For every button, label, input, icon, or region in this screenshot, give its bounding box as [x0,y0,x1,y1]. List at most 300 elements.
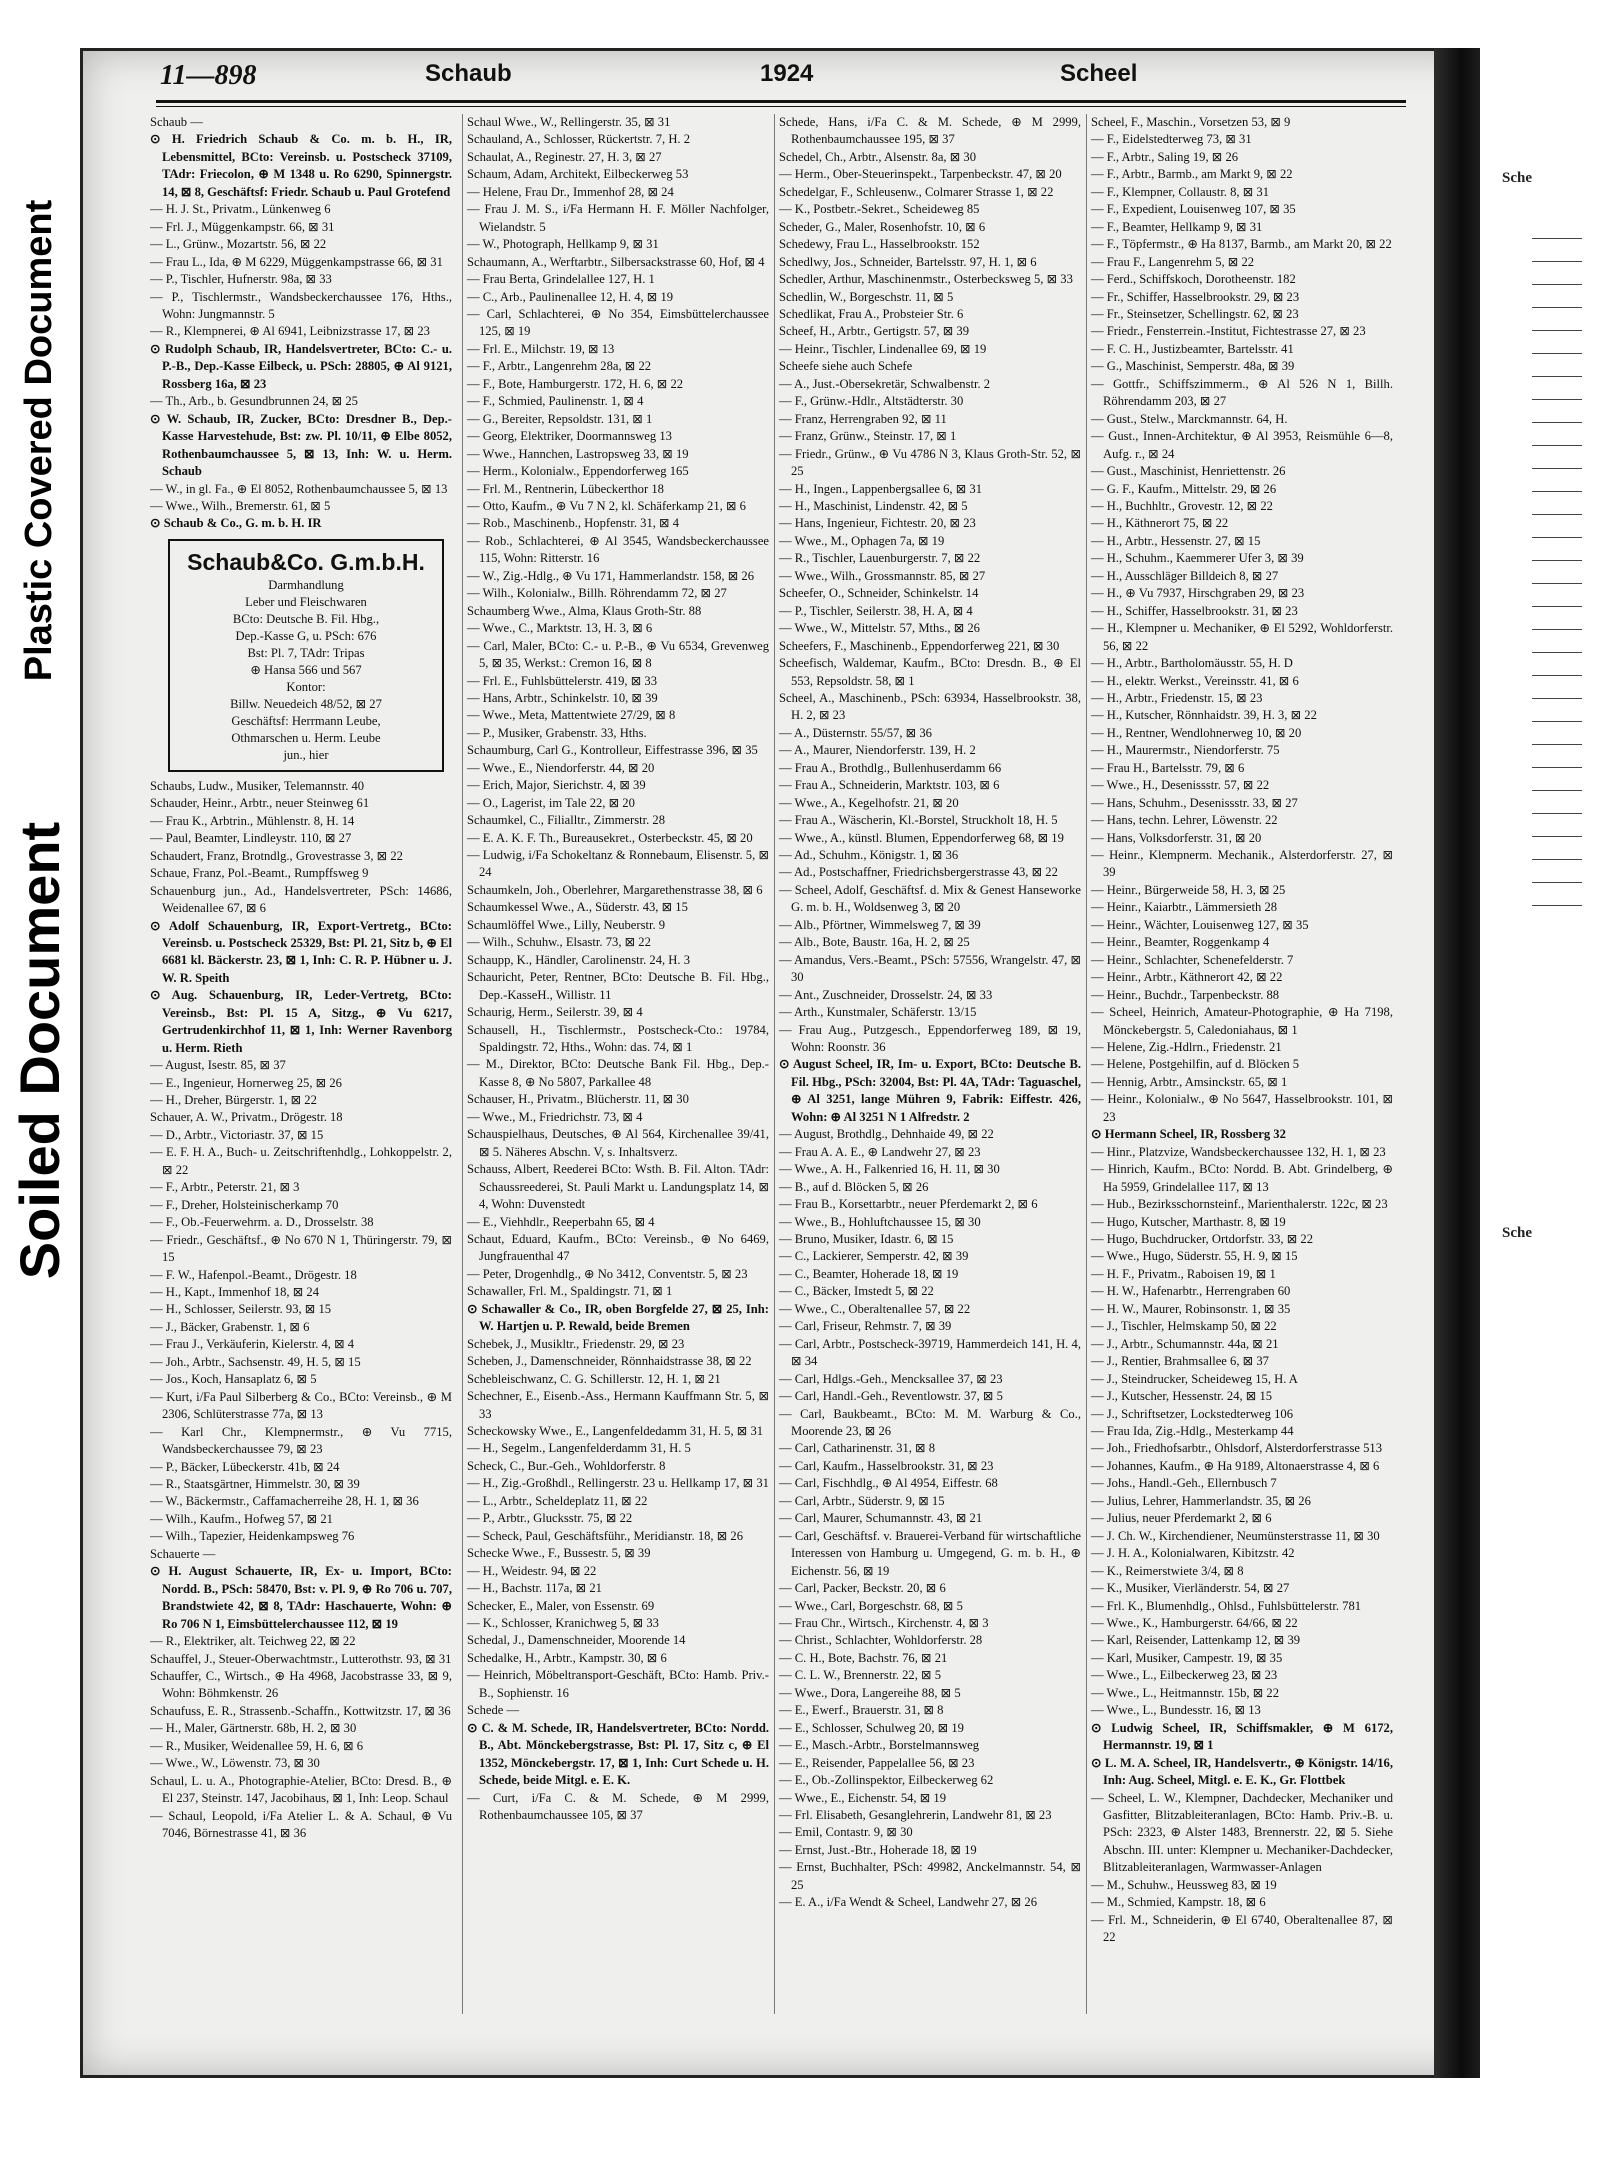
directory-entry: — Friedr., Geschäftsf., ⊕ No 670 N 1, Thüringerstr. 79, ⊠ 15 [150,1232,452,1265]
directory-entry: Schaulat, A., Reginestr. 27, H. 3, ⊠ 27 [467,149,662,164]
directory-entry: Scheefer, O., Schneider, Schinkelstr. 14 [779,586,979,601]
directory-entry: Schedel, Ch., Arbtr., Alsenstr. 8a, ⊠ 30 [779,149,976,164]
directory-entry: Schawaller, Frl. M., Spaldingstr. 71, ⊠ 1 [467,1284,673,1299]
directory-entry: Schaurig, Herm., Seilerstr. 39, ⊠ 4 [467,1005,643,1020]
directory-entry: — Frau A., Schneiderin, Marktstr. 103, ⊠ 6 [779,778,1000,793]
directory-entry: — L., Grünw., Mozartstr. 56, ⊠ 22 [150,237,327,252]
directory-entry: — Frau Aug., Putzgesch., Eppendorferweg 189, ⊠ 19, Wohn: Roonstr. 36 [779,1022,1081,1055]
directory-entry: — Karl, Reisender, Lattenkamp 12, ⊠ 39 [1091,1633,1301,1648]
directory-entry: — Ernst, Buchhalter, PSch: 49982, Anckelmannstr. 54, ⊠ 25 [779,1860,1081,1892]
directory-entry: — F. W., Hafenpol.-Beamt., Drögestr. 18 [150,1267,357,1282]
directory-entry: — Emil, Contastr. 9, ⊠ 30 [779,1825,913,1840]
directory-entry: — Joh., Arbtr., Sachsenstr. 49, H. 5, ⊠ 15 [150,1354,361,1369]
directory-entry: ⊙ C. & M. Schede, IR, Handelsvertreter, BCto: Nordd. B., Abt. Mönckebergstrasse, Bst: Pl. 17, Sitz c, ⊕ El 1352, Mönckebergstr. 17, ⊠ 1, Inh: Curt Schede u. H. Schede, beide Mitgl. e. E. K. [467,1720,769,1788]
column-1 [150,114,452,2014]
directory-entry: — H. W., Hafenarbtr., Herrengraben 60 [1091,1284,1291,1299]
directory-entry: — Carl, Maurer, Schumannstr. 43, ⊠ 21 [779,1511,983,1526]
directory-entry: — Heinr., Wächter, Louisenweg 127, ⊠ 35 [1091,917,1309,932]
directory-entry: — E., Ingenieur, Hornerweg 25, ⊠ 26 [150,1075,342,1090]
directory-entry: — H., Ausschläger Billdeich 8, ⊠ 27 [1091,568,1279,583]
directory-entry: — H., elektr. Werkst., Vereinsstr. 41, ⊠ 6 [1091,673,1299,688]
directory-entry: — H., Schiffer, Hasselbrookstr. 31, ⊠ 23 [1091,603,1298,618]
advertisement-box [168,539,444,772]
directory-entry: — Frl. Elisabeth, Gesanglehrerin, Landwehr 81, ⊠ 23 [779,1807,1052,1822]
directory-entry: — Th., Arb., b. Gesundbrunnen 24, ⊠ 25 [150,394,358,409]
directory-entry: Schauspielhaus, Deutsches, ⊕ Al 564, Kirchenallee 39/41, ⊠ 5. Näheres Abschn. V, s. Inhaltsverz. [467,1127,769,1159]
directory-entry: — Wwe., Meta, Mattentwiete 27/29, ⊠ 8 [467,708,676,723]
directory-entry: — C., Bäcker, Imstedt 5, ⊠ 22 [779,1284,934,1299]
directory-entry: — Wwe., L., Bundesstr. 16, ⊠ 13 [1091,1703,1261,1718]
directory-entry: — H., Maler, Gärtnerstr. 68b, H. 2, ⊠ 30 [150,1721,357,1736]
directory-entry: — H., Arbtr., Friedenstr. 15, ⊠ 23 [1091,690,1263,705]
directory-entry: — Georg, Elektriker, Doormannsweg 13 [467,429,672,444]
directory-entry: — H. W., Maurer, Robinsonstr. 1, ⊠ 35 [1091,1301,1291,1316]
directory-entry: — Alb., Pförtner, Wimmelsweg 7, ⊠ 39 [779,917,981,932]
directory-entry: — Bruno, Musiker, Idastr. 6, ⊠ 15 [779,1232,954,1246]
directory-entry: Schausell, H., Tischlermstr., Postscheck-Cto.: 19784, Spaldingstr. 72, Hths., Wohn: das. 74, ⊠ 1 [467,1022,769,1055]
directory-entry: ⊙ August Scheel, IR, Im- u. Export, BCto: Deutsche B. Fil. Hbg., PSch: 32004, Bst: Pl. 4A, TAdr: Taguaschel, ⊕ Al 3251, lange Mühren 9, Fabrik: Eiffestr. 426, Wohn: ⊕ Al 3251 N 1 Alfredstr. 2 [779,1057,1081,1124]
directory-entry: — E., Ewerf., Brauerstr. 31, ⊠ 8 [779,1703,944,1718]
directory-entry: Scheder, G., Maler, Rosenhofstr. 10, ⊠ 6 [779,219,986,234]
directory-entry: — Wwe., W., Mittelstr. 57, Mths., ⊠ 26 [779,621,980,636]
directory-entry: — Carl, Schlachterei, ⊕ No 354, Eimsbüttelerchaussee 125, ⊠ 19 [467,306,769,339]
ad-line: Dep.-Kasse G, u. PSch: 676 [235,628,377,643]
directory-entry: — R., Tischler, Lauenburgerstr. 7, ⊠ 22 [779,551,981,566]
directory-entry: — Carl, Friseur, Rehmstr. 7, ⊠ 39 [779,1319,952,1334]
directory-entry: — D., Arbtr., Victoriastr. 37, ⊠ 15 [150,1127,324,1142]
directory-entry: Schaubs, Ludw., Musiker, Telemannstr. 40 [150,778,365,793]
adjacent-page-lines [1514,238,1594,928]
directory-entry: — F. C. H., Justizbeamter, Bartelsstr. 41 [1091,341,1294,356]
directory-entry: — Carl, Maler, BCto: C.- u. P.-B., ⊕ Vu 6534, Grevenweg 5, ⊠ 35, Werkst.: Cremon 16, ⊠ 8 [467,638,769,671]
directory-entry: — K., Postbetr.-Sekret., Scheideweg 85 [779,202,980,217]
directory-entry: — Wwe., E., Niendorferstr. 44, ⊠ 20 [467,760,655,775]
directory-entry: — E., Ob.-Zollinspektor, Eilbeckerweg 62 [779,1773,994,1788]
ad-line: BCto: Deutsche B. Fil. Hbg., [232,611,380,626]
adjacent-page-word: Sche [1502,1225,1532,1241]
directory-entry: — Schaul, Leopold, i/Fa Atelier L. & A. Schaul, ⊕ Vu 7046, Börnestrasse 41, ⊠ 36 [150,1808,452,1841]
directory-entry: — Wwe., H., Desenissstr. 57, ⊠ 22 [1091,778,1270,793]
directory-entry: ⊙ Schawaller & Co., IR, oben Borgfelde 27, ⊠ 25, Inh: W. Hartjen u. P. Rewald, beide Bremen [467,1301,769,1334]
directory-entry: ⊙ Aug. Schauenburg, IR, Leder-Vertretg, BCto: Vereinsb., Bst: Pl. 15 A, Sitzg., ⊕ Vu 6217, Gertrudenkirchhof 11, ⊠ 1, Inh: Werner Ravenborg u. Herm. Rieth [150,988,452,1055]
directory-entry: — Frl. M., Schneiderin, ⊕ El 6740, Oberaltenallee 87, ⊠ 22 [1091,1912,1393,1945]
directory-entry: — W., in gl. Fa., ⊕ El 8052, Rothenbaumchaussee 5, ⊠ 13 [150,481,448,496]
directory-entry: — Paul, Beamter, Lindleystr. 110, ⊠ 27 [150,831,352,846]
directory-entry: — E., Masch.-Arbtr., Borstelmannsweg [779,1738,980,1753]
directory-entry: — Frau K., Arbtrin., Mühlenstr. 8, H. 14 [150,813,355,828]
directory-entry: — Curt, i/Fa C. & M. Schede, ⊕ M 2999, Rothenbaumchaussee 105, ⊠ 37 [467,1790,769,1822]
directory-entry: — Frau B., Korsettarbtr., neuer Pferdemarkt 2, ⊠ 6 [779,1197,1038,1212]
directory-entry: — Wwe., Wilh., Bremerstr. 61, ⊠ 5 [150,498,331,513]
directory-entry: — Heinr., Buchdr., Tarpenbeckstr. 88 [1091,987,1280,1002]
directory-entry: — Friedr., Grünw., ⊕ Vu 4786 N 3, Klaus Groth-Str. 52, ⊠ 25 [779,446,1081,479]
directory-entry: — H., Dreher, Bürgerstr. 1, ⊠ 22 [150,1093,317,1108]
directory-entry: Schauss, Albert, Reederei BCto: Wsth. B. Fil. Alton. TAdr: Schaussreederei, St. Pauli Markt u. Landungsplatz 14, ⊠ 4, Wohn: Duvenstedt [467,1162,769,1212]
directory-entry: — Johs., Handl.-Geh., Ellernbusch 7 [1091,1476,1277,1491]
directory-entry: — Wwe., Wilh., Grossmannstr. 85, ⊠ 27 [779,568,986,583]
page-header [80,60,1330,96]
directory-entry: — Peter, Drogenhdlg., ⊕ No 3412, Conventstr. 5, ⊠ 23 [467,1266,748,1281]
directory-entry: — F., Beamter, Hellkamp 9, ⊠ 31 [1091,219,1263,234]
directory-entry: Scheefisch, Waldemar, Kaufm., BCto: Dresdn. B., ⊕ El 553, Repsoldstr. 58, ⊠ 1 [779,656,1081,688]
directory-entry: Schedewy, Frau L., Hasselbrookstr. 152 [779,237,980,252]
directory-entry: — Heinr., Bürgerweide 58, H. 3, ⊠ 25 [1091,882,1286,897]
directory-entry: — E., Schlosser, Schulweg 20, ⊠ 19 [779,1720,964,1735]
directory-entry: — Scheel, Adolf, Geschäftsf. d. Mix & Genest Hanseworke G. m. b. H., Woldsenweg 3, ⊠ 20 [779,882,1081,915]
directory-entry: — P., Bäcker, Lübeckerstr. 41b, ⊠ 24 [150,1459,340,1474]
directory-entry: — Rob., Maschinenb., Hopfenstr. 31, ⊠ 4 [467,516,680,531]
directory-entry: — E. A. K. F. Th., Bureausekret., Osterbeckstr. 45, ⊠ 20 [467,830,753,845]
directory-entry: Schauffer, C., Wirtsch., ⊕ Ha 4968, Jacobstrasse 33, ⊠ 9, Wohn: Böhmkenstr. 26 [150,1668,452,1701]
directory-entry: Schedlikat, Frau A., Probsteier Str. 6 [779,306,964,321]
directory-entry: — H., Käthnerort 75, ⊠ 22 [1091,516,1229,531]
directory-entry: ⊙ H. August Schauerte, IR, Ex- u. Import, BCto: Nordd. B., PSch: 58470, Bst: v. Pl. 9, ⊕ Ro 706 u. 707, Brandstwiete 42, ⊠ 8, TAdr: Haschauerte, Wohn: ⊕ Ro 706 N 1, Eimsbüttelerchaussee 112, ⊠ 19 [150,1564,452,1631]
directory-entry: — Wwe., K., Hamburgerstr. 64/66, ⊠ 22 [1091,1615,1298,1630]
directory-entry: ⊙ W. Schaub, IR, Zucker, BCto: Dresdner B., Dep.-Kasse Harvestehude, Bst: zw. Pl. 10/11, ⊕ Elbe 8052, Rothenbaumchaussee 5, ⊠ 13, Inh: W. u. Herm. Schaub [150,411,452,479]
directory-entry: — F., Arbtr., Saling 19, ⊠ 26 [1091,149,1239,164]
ad-line: Geschäftsf: Herrmann Leube, [231,713,381,728]
directory-entry: — K., Musiker, Vierländerstr. 54, ⊠ 27 [1091,1581,1290,1596]
directory-entry: — August, Isestr. 85, ⊠ 37 [150,1058,286,1073]
directory-entry: — Wwe., Hugo, Süderstr. 55, H. 9, ⊠ 15 [1091,1249,1298,1264]
directory-entry: Scheel, F., Maschin., Vorsetzen 53, ⊠ 9 [1091,115,1291,129]
directory-entry: — Wwe., B., Hohluftchaussee 15, ⊠ 30 [779,1214,981,1229]
directory-entry: Scheben, J., Damenschneider, Rönnhaidstrasse 38, ⊠ 22 [467,1354,752,1369]
directory-entry: — Carl, Arbtr., Süderstr. 9, ⊠ 15 [779,1493,945,1508]
directory-entry: — Herm., Kolonialw., Eppendorferweg 165 [467,464,689,479]
directory-entry: — P., Musiker, Grabenstr. 33, Hths. [467,725,647,740]
soiled-document-text: Soiled Document [8,821,72,1279]
directory-entry: — R., Musiker, Weidenallee 59, H. 6, ⊠ 6 [150,1738,364,1753]
directory-entry: — Frau L., Ida, ⊕ M 6229, Müggenkampstrasse 66, ⊠ 31 [150,254,443,269]
directory-entry: — Scheck, Paul, Geschäftsführ., Meridianstr. 18, ⊠ 26 [467,1528,744,1543]
ad-line: Darmhandlung [268,577,344,592]
directory-entry: — F., Arbtr., Langenrehm 28a, ⊠ 22 [467,359,652,374]
directory-entry: — R., Elektriker, alt. Teichweg 22, ⊠ 22 [150,1634,356,1649]
directory-entry: — F., Ob.-Feuerwehrm. a. D., Drosselstr. 38 [150,1215,374,1230]
directory-entry: — Ant., Zuschneider, Drosselstr. 24, ⊠ 33 [779,987,993,1002]
directory-entry: — Hinr., Platzvize, Wandsbeckerchaussee 132, H. 1, ⊠ 23 [1091,1144,1386,1159]
directory-entry: — P., Tischler, Hufnerstr. 98a, ⊠ 33 [150,272,332,287]
directory-entry: — F., Arbtr., Peterstr. 21, ⊠ 3 [150,1180,300,1195]
directory-entry: — H. F., Privatm., Raboisen 19, ⊠ 1 [1091,1266,1276,1281]
directory-entry: Schauer, A. W., Privatm., Drögestr. 18 [150,1110,343,1125]
directory-entry: — August, Brothdlg., Dehnhaide 49, ⊠ 22 [779,1127,994,1142]
directory-entry: — Gottfr., Schiffszimmerm., ⊕ Al 526 N 1, Billh. Röhrendamm 203, ⊠ 27 [1091,376,1393,409]
directory-entry: — J., Kutscher, Hessenstr. 24, ⊠ 15 [1091,1389,1273,1404]
directory-entry: — H., Segelm., Langenfelderdamm 31, H. 5 [467,1441,691,1456]
directory-entry: — Frau Ida, Zig.-Hdlg., Mesterkamp 44 [1091,1423,1294,1438]
directory-entry: — P., Tischler, Seilerstr. 38, H. A, ⊠ 4 [779,603,973,618]
directory-entry: — C., Beamter, Hoherade 18, ⊠ 19 [779,1266,959,1281]
directory-entry: — H., Weidestr. 94, ⊠ 22 [467,1563,597,1578]
directory-entry: — Wilh., Kaufm., Hofweg 57, ⊠ 21 [150,1511,333,1526]
directory-entry: Schauenburg jun., Ad., Handelsvertreter, PSch: 14686, Weidenallee 67, ⊠ 6 [150,883,452,916]
ad-line: Kontor: [286,679,326,694]
directory-entry: Schaufuss, E. R., Strassenb.-Schaffn., Kottwitzstr. 17, ⊠ 36 [150,1703,451,1718]
directory-entry: — C. H., Bote, Bachstr. 76, ⊠ 21 [779,1650,948,1665]
directory-entry: — W., Photograph, Hellkamp 9, ⊠ 31 [467,237,659,252]
ad-line: ⊕ Hansa 566 und 567 [250,662,362,677]
directory-entry: — R., Staatsgärtner, Himmelstr. 30, ⊠ 39 [150,1477,360,1491]
directory-entry: Schedlin, W., Borgeschstr. 11, ⊠ 5 [779,289,954,304]
directory-entry: — F., Eidelstedterweg 73, ⊠ 31 [1091,132,1252,147]
directory-entry: — H., Kapt., Immenhof 18, ⊠ 24 [150,1285,320,1300]
directory-entry: — Hans, Arbtr., Schinkelstr. 10, ⊠ 39 [467,690,658,705]
directory-entry: — Franz, Herrengraben 92, ⊠ 11 [779,411,947,426]
ad-line: Billw. Neuedeich 48/52, ⊠ 27 [230,696,382,711]
directory-entry: — Otto, Kaufm., ⊕ Vu 7 N 2, kl. Schäferkamp 21, ⊠ 6 [467,498,746,513]
directory-entry: — Wwe., W., Löwenstr. 73, ⊠ 30 [150,1756,320,1771]
directory-entry: — H., Bachstr. 117a, ⊠ 21 [467,1581,602,1596]
header-year: 1924 [760,60,814,87]
directory-entry: Schaumlöffel Wwe., Lilly, Neuberstr. 9 [467,917,666,932]
directory-entry: Schaul Wwe., W., Rellingerstr. 35, ⊠ 31 [467,115,671,129]
directory-entry: Schaum, Adam, Architekt, Eilbeckerweg 53 [467,167,689,182]
directory-entry: — Johannes, Kaufm., ⊕ Ha 9189, Altonaerstrasse 4, ⊠ 6 [1091,1458,1380,1473]
directory-entry: — Gust., Stelw., Marckmannstr. 64, H. [1091,411,1288,426]
directory-entry: — A., Maurer, Niendorferstr. 139, H. 2 [779,743,976,758]
directory-entry: Scheck, C., Bur.-Geh., Wohldorferstr. 8 [467,1458,666,1473]
directory-entry: — Rob., Schlachterei, ⊕ Al 3545, Wandsbeckerchaussee 115, Wohn: Ritterstr. 16 [467,533,769,566]
directory-entry: Schedler, Arthur, Maschinenmstr., Osterbecksweg 5, ⊠ 33 [779,272,1073,287]
header-rule-thin [156,106,1406,107]
directory-entry: — H. J. St., Privatm., Lünkenweg 6 [150,202,331,217]
directory-entry: — J. H. A., Kolonialwaren, Kibitzstr. 42 [1091,1546,1295,1561]
directory-entry: — A., Düsternstr. 55/57, ⊠ 36 [779,725,932,740]
directory-entry: — E. A., i/Fa Wendt & Scheel, Landwehr 27, ⊠ 26 [779,1895,1037,1910]
directory-entry: Schauerte — [150,1546,216,1561]
directory-entry: — H., Maurermstr., Niendorferstr. 75 [1091,743,1280,758]
directory-entry: Schaudert, Franz, Brotndlg., Grovestrasse 3, ⊠ 22 [150,848,403,863]
directory-entry: — Friedr., Fensterrein.-Institut, Fichtestrasse 27, ⊠ 23 [1091,324,1366,339]
directory-entry: — W., Bäckermstr., Caffamacherreihe 28, H. 1, ⊠ 36 [150,1494,419,1509]
directory-entry: — H., Arbtr., Bartholomäusstr. 55, H. D [1091,656,1293,671]
directory-entry: — Carl, Kaufm., Hasselbrookstr. 31, ⊠ 23 [779,1458,994,1473]
directory-entry: — J., Rentier, Brahmsallee 6, ⊠ 37 [1091,1354,1269,1369]
directory-entry: — Hans, Volksdorferstr. 31, ⊠ 20 [1091,830,1262,845]
directory-entry: — Christ., Schlachter, Wohldorferstr. 28 [779,1633,983,1648]
directory-entry: — Frau A., Wäscherin, Kl.-Borstel, Struckholt 18, H. 5 [779,813,1058,828]
directory-entry: — K., Reimerstwiete 3/4, ⊠ 8 [1091,1563,1244,1578]
directory-entry: — Frau A. A. E., ⊕ Landwehr 27, ⊠ 23 [779,1144,981,1159]
directory-entry: — Carl, Handl.-Geh., Reventlowstr. 37, ⊠ 5 [779,1389,1003,1404]
directory-entry: Schauder, Heinr., Arbtr., neuer Steinweg 61 [150,796,370,811]
directory-entry: — P., Tischlermstr., Wandsbeckerchaussee 176, Hths., Wohn: Jungmannstr. 5 [150,289,452,321]
directory-entry: — Ferd., Schiffskoch, Dorotheenstr. 182 [1091,272,1296,287]
directory-entry: — H., Ingen., Lappenbergsallee 6, ⊠ 31 [779,481,983,496]
directory-entry: Schecker, E., Maler, von Essenstr. 69 [467,1598,655,1613]
directory-entry: — F., Grünw.-Hdlr., Altstädterstr. 30 [779,394,964,409]
directory-entry: — Hinrich, Kaufm., BCto: Nordd. B. Abt. Grindelberg, ⊕ Ha 5959, Grindelallee 117, ⊠ 13 [1091,1162,1393,1194]
directory-entry: — H., Kutscher, Rönnhaidstr. 39, H. 3, ⊠ 22 [1091,708,1317,723]
directory-entry: — Wwe., A., künstl. Blumen, Eppendorferweg 68, ⊠ 19 [779,830,1064,845]
directory-entry: — Heinr., Kaiarbtr., Lämmersieth 28 [1091,900,1278,915]
directory-entry: Schechner, E., Eisenb.-Ass., Hermann Kauffmann Str. 5, ⊠ 33 [467,1389,769,1421]
page-number: 11—898 [160,60,257,91]
directory-entry: — Heinr., Beamter, Roggenkamp 4 [1091,935,1270,950]
directory-entry: — Scheel, Heinrich, Amateur-Photographie, ⊕ Ha 7198, Mönckebergstr. 5, Caledoniahaus, ⊠ 1 [1091,1005,1393,1037]
directory-entry: — F., Bote, Hamburgerstr. 172, H. 6, ⊠ 22 [467,376,684,391]
directory-entry: — Kurt, i/Fa Paul Silberberg & Co., BCto: Vereinsb., ⊕ M 2306, Schlüterstrasse 77a, ⊠ 13 [150,1389,452,1422]
directory-entry: — M., Direktor, BCto: Deutsche Bank Fil. Hbg., Dep.-Kasse 8, ⊕ No 5807, Parkallee 48 [467,1057,769,1089]
directory-entry: Schaumburg, Carl G., Kontrolleur, Eiffestrasse 396, ⊠ 35 [467,743,758,758]
directory-entry: — H., Schuhm., Kaemmerer Ufer 3, ⊠ 39 [1091,551,1304,566]
directory-entry: Schauffel, J., Steuer-Oberwachtmstr., Lutterothstr. 93, ⊠ 31 [150,1651,452,1666]
directory-entry: — Ad., Postschaffner, Friedrichsbergerstrasse 43, ⊠ 22 [779,865,1058,880]
directory-entry: — C., Lackierer, Semperstr. 42, ⊠ 39 [779,1249,969,1264]
directory-entry: — Carl, Catharinenstr. 31, ⊠ 8 [779,1441,936,1456]
directory-entry: Schedalke, H., Arbtr., Kampstr. 30, ⊠ 6 [467,1650,667,1665]
directory-entry: — P., Arbtr., Glucksstr. 75, ⊠ 22 [467,1511,633,1526]
directory-entry: Scheckowsky Wwe., E., Langenfeldedamm 31, H. 5, ⊠ 31 [467,1423,764,1438]
ad-line: Bst: Pl. 7, TAdr: Tripas [247,645,365,660]
directory-entry: — Karl Chr., Klempnermstr., ⊕ Vu 7715, Wandsbeckerchaussee 79, ⊠ 23 [150,1424,452,1457]
directory-entry: — Frau A., Brothdlg., Bullenhuserdamm 66 [779,760,1002,775]
directory-entry: — E., Viehhdlr., Reeperbahn 65, ⊠ 4 [467,1214,655,1229]
directory-entry: — Carl, Baukbeamt., BCto: M. M. Warburg & Co., Moorende 23, ⊠ 26 [779,1406,1081,1438]
column-1-entries-top [150,114,452,533]
directory-entry: — Carl, Geschäftsf. v. Brauerei-Verband für wirtschaftliche Interessen von Hamburg u. Umgegend, G. m. b. H., ⊕ Eichenstr. 56, ⊠ 19 [779,1528,1081,1578]
directory-entry: Schaumann, A., Werftarbtr., Silbersackstrasse 60, Hof, ⊠ 4 [467,254,765,269]
directory-entry: — G., Maschinist, Semperstr. 48a, ⊠ 39 [1091,359,1295,374]
directory-entry: — G. F., Kaufm., Mittelstr. 29, ⊠ 26 [1091,481,1277,496]
directory-entry: — O., Lagerist, im Tale 22, ⊠ 20 [467,795,635,810]
directory-entry: — H., Klempner u. Mechaniker, ⊕ El 5292, Wohldorferstr. 56, ⊠ 22 [1091,621,1393,653]
soiled-document-label [0,730,80,1370]
directory-entry: — Scheel, L. W., Klempner, Dachdecker, Mechaniker und Gasfitter, Blitzableiteranlagen, BCto: Hamb. Priv.-B. u. PSch: 2323, ⊕ Alster 1483, Brennerstr. 22, ⊠ 5. Siehe Abschn. III. unter: Klempner u. Mechaniker-Dachdecker, Blitzableiteranlagen, Warmwasser-Anlagen [1091,1790,1393,1875]
directory-entry: Schaub — [150,115,203,129]
directory-entry: — H., Maschinist, Lindenstr. 42, ⊠ 5 [779,498,968,513]
directory-entry: — J., Schriftsetzer, Lockstedterweg 106 [1091,1406,1293,1421]
directory-entry: Schauser, H., Privatm., Blücherstr. 11, ⊠ 30 [467,1092,689,1107]
header-left-keyword: Schaub [425,60,512,87]
plastic-covered-label [0,170,80,710]
directory-entry: — Frl. K., Blumenhdlg., Ohlsd., Fuhlsbüttelerstr. 781 [1091,1598,1362,1613]
directory-entry: Schaumberg Wwe., Alma, Klaus Groth-Str. 88 [467,603,702,618]
directory-entry: Schedelgar, F., Schleusenw., Colmarer Strasse 1, ⊠ 22 [779,184,1054,199]
directory-entry: — Franz, Grünw., Steinstr. 17, ⊠ 1 [779,429,957,444]
directory-entry: — Wwe., C., Marktstr. 13, H. 3, ⊠ 6 [467,621,653,636]
directory-entry: Schedlwy, Jos., Schneider, Bartelsstr. 97, H. 1, ⊠ 6 [779,254,1037,269]
directory-entry: — Julius, neuer Pferdemarkt 2, ⊠ 6 [1091,1511,1272,1526]
directory-entry: — J., Tischler, Helmskamp 50, ⊠ 22 [1091,1319,1277,1334]
plastic-covered-text: Plastic Covered Document [18,199,61,681]
header-right-keyword: Scheel [1060,60,1138,87]
directory-entry: — H., Rentner, Wendlohnerweg 10, ⊠ 20 [1091,725,1302,740]
directory-entry: — Wwe., A., Kegelhofstr. 21, ⊠ 20 [779,795,959,810]
directory-entry: Schaue, Franz, Pol.-Beamt., Rumpffsweg 9 [150,866,369,881]
directory-entry: — Frl. E., Milchstr. 19, ⊠ 13 [467,341,615,356]
directory-entry: — Carl, Hdlgs.-Geh., Mencksallee 37, ⊠ 23 [779,1371,1003,1386]
directory-entry: — Fr., Steinsetzer, Schellingstr. 62, ⊠ 23 [1091,306,1299,321]
directory-entry: — Erich, Major, Sierichstr. 4, ⊠ 39 [467,778,646,793]
directory-entry: — Heinr., Kolonialw., ⊕ No 5647, Hasselbrookstr. 101, ⊠ 23 [1091,1092,1393,1124]
directory-entry: — H., Zig.-Großhdl., Rellingerstr. 23 u. Hellkamp 17, ⊠ 31 [467,1476,769,1491]
directory-entry: — Karl, Musiker, Campestr. 19, ⊠ 35 [1091,1650,1283,1665]
directory-entry: — E. F. H. A., Buch- u. Zeitschriftenhdlg., Lohkoppelstr. 2, ⊠ 22 [150,1145,452,1177]
directory-entry: — C., Arb., Paulinenallee 12, H. 4, ⊠ 19 [467,289,674,304]
directory-entry: Scheefers, F., Maschinenb., Eppendorferweg 221, ⊠ 30 [779,638,1060,653]
directory-entry: — Helene, Postgehilfin, auf d. Blöcken 5 [1091,1057,1300,1072]
directory-entry: — Helene, Frau Dr., Immenhof 28, ⊠ 24 [467,184,674,199]
directory-entry: — M., Schmied, Kampstr. 18, ⊠ 6 [1091,1895,1266,1910]
directory-entry: — Helene, Zig.-Hdlrn., Friedenstr. 21 [1091,1040,1282,1055]
column-3 [774,114,1081,2014]
directory-entry: — Heinrich, Möbeltransport-Geschäft, BCto: Hamb. Priv.-B., Sophienstr. 16 [467,1668,769,1700]
directory-entry: — Carl, Arbtr., Postscheck-39719, Hammerdeich 141, H. 4, ⊠ 34 [779,1336,1081,1369]
directory-entry: — Hub., Bezirksschornsteinf., Marienthalerstr. 122c, ⊠ 23 [1091,1197,1388,1212]
directory-entry: — Wilh., Kolonialw., Billh. Röhrendamm 72, ⊠ 27 [467,586,727,601]
directory-entry: ⊙ Rudolph Schaub, IR, Handelsvertreter, BCto: C.- u. P.-B., Dep.-Kasse Eilbeck, u. PSch: 28805, ⊕ Al 9121, Rossberg 16a, ⊠ 23 [150,341,452,391]
directory-entry: — Wilh., Schuhw., Elsastr. 73, ⊠ 22 [467,935,651,950]
directory-entry: — F., Arbtr., Barmb., am Markt 9, ⊠ 22 [1091,167,1293,182]
directory-entry: — Wwe., Carl, Borgeschstr. 68, ⊠ 5 [779,1598,963,1613]
directory-entry: Schede — [467,1703,520,1718]
column-2 [462,114,769,2014]
directory-entry: — Hans, techn. Lehrer, Löwenstr. 22 [1091,813,1278,828]
directory-entry: — C. L. W., Brennerstr. 22, ⊠ 5 [779,1668,942,1683]
directory-entry: — F., Klempner, Collaustr. 8, ⊠ 31 [1091,184,1269,199]
directory-entry: — J. Ch. W., Kirchendiener, Neumünsterstrasse 11, ⊠ 30 [1091,1528,1380,1543]
directory-entry: — Wwe., C., Oberaltenallee 57, ⊠ 22 [779,1301,971,1316]
directory-entry: — Heinr., Tischler, Lindenallee 69, ⊠ 19 [779,341,987,356]
directory-entry: — Frau Berta, Grindelallee 127, H. 1 [467,272,655,287]
directory-entry: — G., Bereiter, Repsoldstr. 131, ⊠ 1 [467,411,653,426]
directory-entry: — Wwe., M., Ophagen 7a, ⊠ 19 [779,533,945,548]
directory-entry: — Hans, Ingenieur, Fichtestr. 20, ⊠ 23 [779,516,976,531]
directory-entry: Schaul, L. u. A., Photographie-Atelier, BCto: Dresd. B., ⊕ El 237, Steinstr. 147, Jacobihaus, ⊠ 1, Inh: Leop. Schaul [150,1773,452,1806]
directory-entry: — J., Steindrucker, Scheideweg 15, H. A [1091,1371,1298,1386]
directory-entry: — Frau Chr., Wirtsch., Kirchenstr. 4, ⊠ 3 [779,1615,989,1630]
ad-line: jun., hier [283,747,329,762]
directory-entry: — L., Arbtr., Scheldeplatz 11, ⊠ 22 [467,1493,648,1508]
directory-entry: Schebek, J., Musikltr., Friedenstr. 29, ⊠ 23 [467,1336,685,1351]
directory-entry: — A., Just.-Obersekretär, Schwalbenstr. 2 [779,376,991,391]
directory-entry: — R., Klempnerei, ⊕ Al 6941, Leibnizstrasse 17, ⊠ 23 [150,324,430,339]
directory-entry: — B., auf d. Blöcken 5, ⊠ 26 [779,1179,929,1194]
directory-entry: — E., Reisender, Pappelallee 56, ⊠ 23 [779,1755,975,1770]
directory-entry: ⊙ L. M. A. Scheel, IR, Handelsvertr., ⊕ Königstr. 14/16, Inh: Aug. Scheel, Mitgl. e. E. K., Gr. Flottbek [1091,1755,1393,1788]
directory-entry: — H., Schlosser, Seilerstr. 93, ⊠ 15 [150,1302,332,1317]
directory-entry: — Frau J., Verkäuferin, Kielerstr. 4, ⊠ 4 [150,1337,355,1352]
header-rule [156,100,1406,103]
directory-entry: — Frl. M., Rentnerin, Lübeckerthor 18 [467,481,664,496]
directory-entry: — Wilh., Tapezier, Heidenkampsweg 76 [150,1529,355,1544]
directory-entry: — Hugo, Kutscher, Marthastr. 8, ⊠ 19 [1091,1214,1286,1229]
directory-entry: — Ernst, Just.-Btr., Hoherade 18, ⊠ 19 [779,1842,977,1857]
column-4 [1086,114,1393,2014]
directory-entry: — Gust., Maschinist, Henriettenstr. 26 [1091,464,1286,479]
directory-entry: ⊙ Hermann Scheel, IR, Rossberg 32 [1091,1127,1286,1142]
directory-entry: — Arth., Kunstmaler, Schäferstr. 13/15 [779,1005,977,1020]
directory-entry: Schecke Wwe., F., Bussestr. 5, ⊠ 39 [467,1546,651,1561]
directory-entry: — J., Bäcker, Grabenstr. 1, ⊠ 6 [150,1319,310,1334]
directory-entry: — K., Schlosser, Kranichweg 5, ⊠ 33 [467,1615,659,1630]
directory-entry: — Heinr., Schlachter, Schenefelderstr. 7 [1091,952,1294,967]
directory-entry: Schedal, J., Damenschneider, Moorende 14 [467,1633,686,1648]
directory-entry: — Heinr., Klempnerm. Mechanik., Alsterdorferstr. 27, ⊠ 39 [1091,848,1393,880]
directory-entry: — Wwe., L., Heitmannstr. 15b, ⊠ 22 [1091,1685,1280,1700]
directory-entry: — Wwe., E., Eichenstr. 54, ⊠ 19 [779,1790,947,1805]
directory-entry: — Joh., Friedhofsarbtr., Ohlsdorf, Alsterdorferstrasse 513 [1091,1441,1383,1456]
directory-entry: — H., ⊕ Vu 7937, Hirschgraben 29, ⊠ 23 [1091,586,1305,601]
ad-line: Othmarschen u. Herm. Leube [231,730,381,745]
directory-entry: Schaupp, K., Händler, Carolinenstr. 24, H. 3 [467,952,690,967]
directory-entry: — Carl, Packer, Beckstr. 20, ⊠ 6 [779,1581,946,1596]
directory-entry: — Wwe., M., Friedrichstr. 73, ⊠ 4 [467,1109,643,1124]
directory-entry: ⊙ H. Friedrich Schaub & Co. m. b. H., IR, Lebensmittel, BCto: Vereinsb. u. Postscheck 37109, TAdr: Friecolon, ⊕ M 1348 u. Ro 6290, Spinnergstr. 14, ⊠ 8, Geschäftsf: Friedr. Schaub u. Paul Grotefend [150,132,452,199]
